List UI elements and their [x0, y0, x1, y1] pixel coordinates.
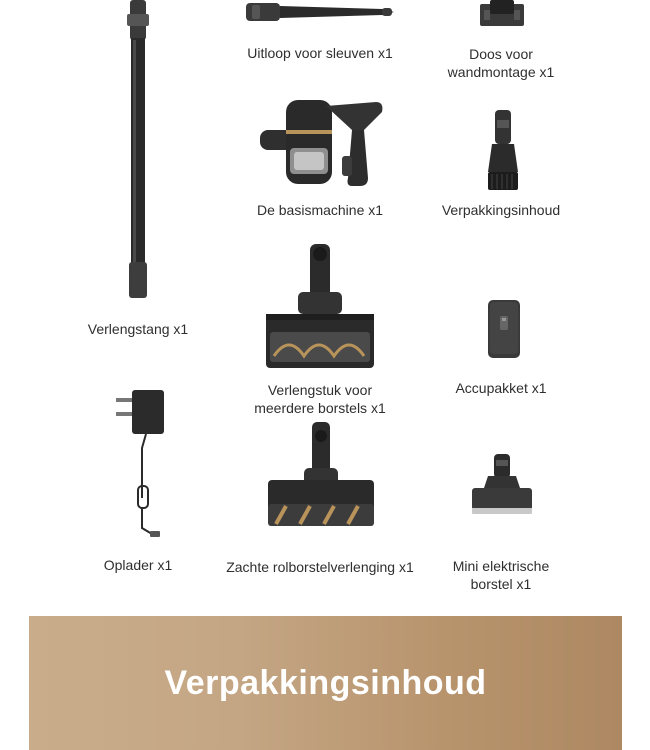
main-unit-label: De basismachine x1: [256, 202, 384, 218]
multi-brush-label-2: meerdere borstels x1: [254, 400, 386, 416]
extension-tube-label: Verlengstang x1: [87, 321, 189, 337]
mini-brush-label-1: Mini elektrische: [452, 558, 550, 574]
soft-roller-image: [266, 422, 376, 528]
wall-mount-image: [478, 0, 526, 28]
mini-brush-image: [470, 454, 534, 516]
mini-brush-label-2: borstel x1: [470, 576, 532, 592]
main-unit-image: [256, 96, 386, 192]
battery-label: Accupakket x1: [455, 380, 547, 396]
wall-mount-label-2: wandmontage x1: [447, 64, 555, 80]
wall-mount-label-1: Doos voor: [469, 46, 533, 62]
soft-roller-label: Zachte rolborstelverlenging x1: [226, 559, 414, 575]
crevice-tool-image: [244, 0, 398, 26]
multi-brush-image: [264, 244, 376, 370]
packing-brush-image: [484, 110, 522, 192]
title-banner: [29, 616, 622, 750]
crevice-tool-label: Uitloop voor sleuven x1: [247, 45, 393, 61]
multi-brush-label-1: Verlengstuk voor: [267, 382, 373, 398]
banner-title: Verpakkingsinhoud: [164, 664, 487, 702]
extension-tube-image: [118, 0, 158, 300]
charger-image: [112, 388, 168, 538]
battery-image: [486, 298, 522, 360]
packing-brush-label: Verpakkingsinhoud: [441, 202, 561, 218]
charger-label: Oplader x1: [103, 557, 173, 573]
